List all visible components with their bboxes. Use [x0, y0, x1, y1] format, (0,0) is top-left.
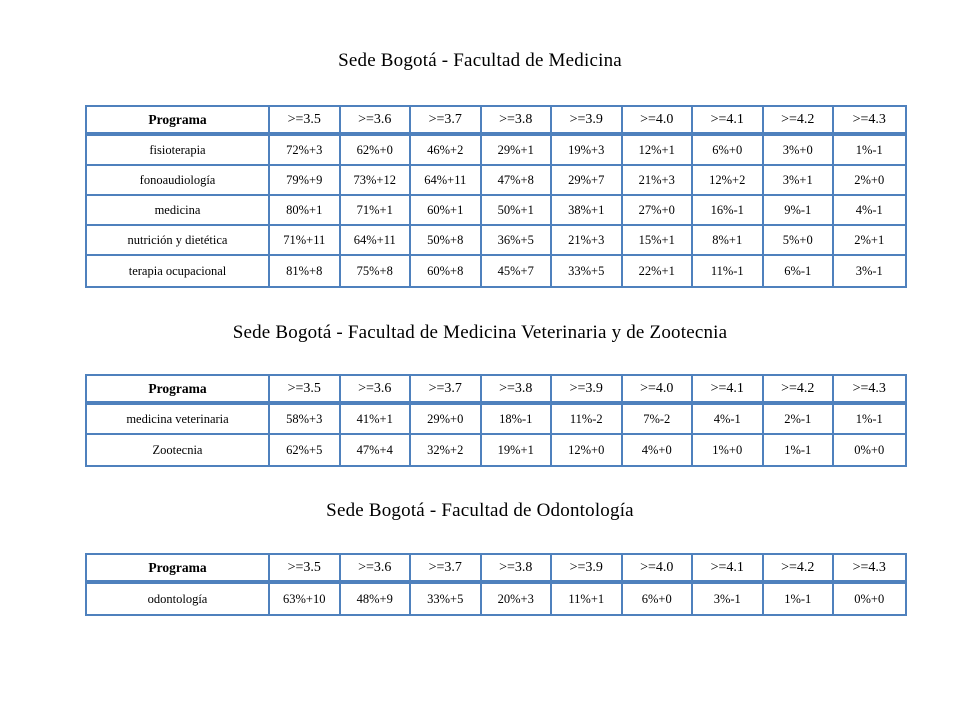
header-cell: >=4.0: [623, 555, 694, 584]
value-cell: 12%+2: [693, 166, 764, 196]
value-cell: 79%+9: [270, 166, 341, 196]
value-cell: 60%+8: [411, 256, 482, 286]
header-cell: >=3.9: [552, 376, 623, 405]
program-name: Zootecnia: [87, 435, 270, 465]
header-cell: >=4.1: [693, 107, 764, 136]
header-cell: >=4.3: [834, 107, 905, 136]
value-cell: 29%+0: [411, 405, 482, 435]
value-cell: 50%+8: [411, 226, 482, 256]
header-cell: >=3.9: [552, 107, 623, 136]
table-odontologia: [85, 553, 907, 616]
header-cell: >=4.2: [764, 107, 835, 136]
value-cell: 33%+5: [552, 256, 623, 286]
value-cell: 12%+1: [623, 136, 694, 166]
header-cell: >=3.9: [552, 555, 623, 584]
table-medicina: [85, 105, 907, 288]
value-cell: 1%-1: [834, 405, 905, 435]
program-name: medicina: [87, 196, 270, 226]
value-cell: 63%+10: [270, 584, 341, 614]
header-cell: >=3.6: [341, 555, 412, 584]
value-cell: 64%+11: [411, 166, 482, 196]
value-cell: 6%+0: [693, 136, 764, 166]
value-cell: 33%+5: [411, 584, 482, 614]
value-cell: 4%-1: [834, 196, 905, 226]
value-cell: 36%+5: [482, 226, 553, 256]
program-name: terapia ocupacional: [87, 256, 270, 286]
value-cell: 11%-2: [552, 405, 623, 435]
value-cell: 2%+1: [834, 226, 905, 256]
value-cell: 11%-1: [693, 256, 764, 286]
value-cell: 62%+0: [341, 136, 412, 166]
header-cell: >=4.1: [693, 555, 764, 584]
value-cell: 12%+0: [552, 435, 623, 465]
table-row: [87, 196, 905, 226]
value-cell: 72%+3: [270, 136, 341, 166]
value-cell: 62%+5: [270, 435, 341, 465]
header-cell: >=3.6: [341, 107, 412, 136]
table-row: [87, 435, 905, 465]
value-cell: 5%+0: [764, 226, 835, 256]
value-cell: 19%+3: [552, 136, 623, 166]
value-cell: 4%-1: [693, 405, 764, 435]
value-cell: 32%+2: [411, 435, 482, 465]
program-name: medicina veterinaria: [87, 405, 270, 435]
header-cell: >=3.6: [341, 376, 412, 405]
value-cell: 64%+11: [341, 226, 412, 256]
header-cell-programa: Programa: [87, 107, 270, 136]
value-cell: 2%-1: [764, 405, 835, 435]
value-cell: 47%+8: [482, 166, 553, 196]
value-cell: 81%+8: [270, 256, 341, 286]
header-cell: >=4.0: [623, 376, 694, 405]
header-row: [87, 555, 905, 584]
header-cell: >=3.8: [482, 376, 553, 405]
value-cell: 47%+4: [341, 435, 412, 465]
table-row: [87, 256, 905, 286]
section-title-veterinaria: Sede Bogotá - Facultad de Medicina Veterinaria y de Zootecnia: [232, 322, 728, 343]
header-cell: >=3.7: [411, 376, 482, 405]
value-cell: 38%+1: [552, 196, 623, 226]
value-cell: 16%-1: [693, 196, 764, 226]
header-cell: >=3.8: [482, 107, 553, 136]
value-cell: 1%-1: [764, 435, 835, 465]
program-name: fonoaudiología: [87, 166, 270, 196]
header-row: [87, 107, 905, 136]
value-cell: 1%+0: [693, 435, 764, 465]
value-cell: 4%+0: [623, 435, 694, 465]
value-cell: 48%+9: [341, 584, 412, 614]
table-veterinaria: [85, 374, 907, 467]
value-cell: 15%+1: [623, 226, 694, 256]
program-name: nutrición y dietética: [87, 226, 270, 256]
value-cell: 29%+1: [482, 136, 553, 166]
value-cell: 58%+3: [270, 405, 341, 435]
header-cell-programa: Programa: [87, 376, 270, 405]
value-cell: 50%+1: [482, 196, 553, 226]
table-row: [87, 226, 905, 256]
value-cell: 11%+1: [552, 584, 623, 614]
value-cell: 73%+12: [341, 166, 412, 196]
value-cell: 21%+3: [623, 166, 694, 196]
value-cell: 3%-1: [855, 263, 883, 278]
value-cell: 46%+2: [411, 136, 482, 166]
value-cell: 21%+3: [552, 226, 623, 256]
value-cell: 60%+1: [411, 196, 482, 226]
value-cell: 22%+1: [623, 256, 694, 286]
value-cell: 2%+0: [834, 166, 905, 196]
header-cell: >=3.8: [482, 555, 553, 584]
value-cell: 45%+7: [482, 256, 553, 286]
section-title-odontologia: Sede Bogotá - Facultad de Odontología: [326, 500, 634, 521]
value-cell: 1%-1: [764, 584, 835, 614]
table-row: [87, 584, 905, 614]
value-cell: 27%+0: [623, 196, 694, 226]
value-cell: 3%+1: [764, 166, 835, 196]
table-row: [87, 405, 905, 435]
value-cell: 0%+0: [854, 442, 885, 457]
value-cell: 20%+3: [482, 584, 553, 614]
table-row: [87, 136, 905, 166]
header-cell: >=3.7: [411, 555, 482, 584]
header-cell: >=3.5: [270, 107, 341, 136]
value-cell: 3%-1: [693, 584, 764, 614]
value-cell: 71%+1: [341, 196, 412, 226]
header-cell-programa: Programa: [87, 555, 270, 584]
header-cell: >=4.2: [764, 555, 835, 584]
value-cell: 9%-1: [764, 196, 835, 226]
value-cell: 71%+11: [270, 226, 341, 256]
value-cell: 0%+0: [854, 591, 885, 606]
header-cell: >=4.3: [834, 555, 905, 584]
header-cell: >=4.1: [693, 376, 764, 405]
value-cell: 7%-2: [623, 405, 694, 435]
value-cell: 19%+1: [482, 435, 553, 465]
value-cell: 41%+1: [341, 405, 412, 435]
header-cell: >=3.5: [270, 555, 341, 584]
header-cell: >=4.2: [764, 376, 835, 405]
program-name: odontología: [87, 584, 270, 614]
value-cell: 18%-1: [482, 405, 553, 435]
value-cell: 6%-1: [764, 256, 835, 286]
value-cell: 6%+0: [623, 584, 694, 614]
value-cell: 80%+1: [270, 196, 341, 226]
table-row: [87, 166, 905, 196]
value-cell: 1%-1: [834, 136, 905, 166]
header-row: [87, 376, 905, 405]
header-cell: >=3.7: [411, 107, 482, 136]
header-cell: >=4.3: [834, 376, 905, 405]
program-name: fisioterapia: [87, 136, 270, 166]
value-cell: 8%+1: [693, 226, 764, 256]
header-cell: >=4.0: [623, 107, 694, 136]
section-title-medicina: Sede Bogotá - Facultad de Medicina: [338, 50, 622, 71]
header-cell: >=3.5: [270, 376, 341, 405]
value-cell: 29%+7: [552, 166, 623, 196]
value-cell: 75%+8: [341, 256, 412, 286]
value-cell: 3%+0: [764, 136, 835, 166]
